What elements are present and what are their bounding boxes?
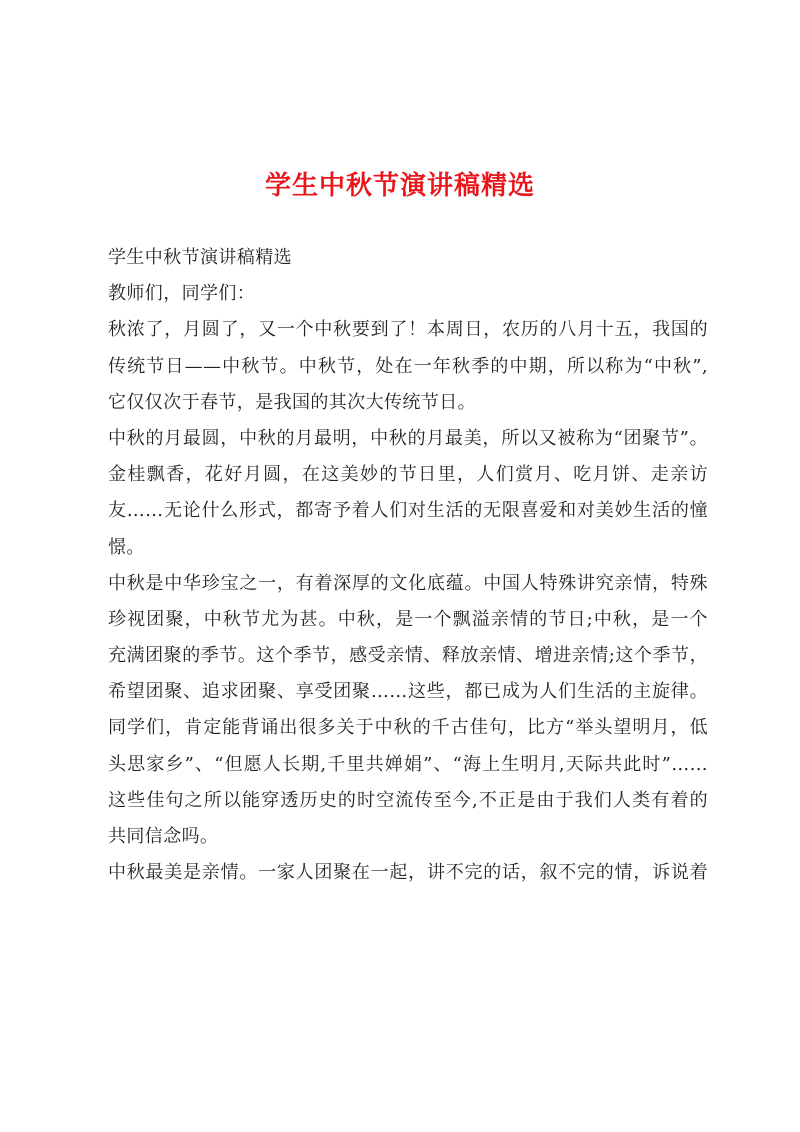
body-line: 友……无论什么形式，都寄予着人们对生活的无限喜爱和对美妙生活的憧	[108, 500, 708, 522]
body-line: 这些佳句之所以能穿透历史的时空流传至今,不正是由于我们人类有着的	[108, 789, 708, 811]
body-line: 充满团聚的季节。这个季节，感受亲情、释放亲情、增进亲情;这个季节，	[108, 645, 708, 667]
body-line: 希望团聚、追求团聚、享受团聚……这些，都已成为人们生活的主旋律。	[108, 681, 708, 703]
body-line: 秋浓了，月圆了，又一个中秋要到了！本周日，农历的八月十五，我国的	[108, 319, 708, 341]
body-line: 金桂飘香，花好月圆，在这美妙的节日里，人们赏月、吃月饼、走亲访	[108, 464, 708, 486]
body-line: 它仅仅次于春节，是我国的其次大传统节日。	[108, 391, 476, 413]
body-line: 教师们，同学们：	[108, 283, 256, 305]
body-line: 珍视团聚，中秋节尤为甚。中秋，是一个飘溢亲情的节日;中秋，是一个	[108, 608, 708, 630]
body-line: 传统节日——中秋节。中秋节，处在一年秋季的中期，所以称为“中秋”,	[108, 355, 708, 377]
document-body	[108, 240, 708, 891]
body-line: 学生中秋节演讲稿精选	[108, 247, 292, 268]
body-line: 头思家乡”、“但愿人长期,千里共婵娟”、“海上生明月,天际共此时”……	[108, 753, 708, 775]
body-line: 同学们，肯定能背诵出很多关于中秋的千古佳句，比方“举头望明月，低	[108, 717, 708, 739]
body-line: 共同信念吗。	[108, 826, 219, 847]
body-line: 中秋最美是亲情。一家人团聚在一起，讲不完的话，叙不完的情，诉说着	[108, 862, 708, 884]
body-line: 中秋的月最圆，中秋的月最明，中秋的月最美，所以又被称为“团聚节”。	[108, 427, 708, 449]
body-line: 中秋是中华珍宝之一，有着深厚的文化底蕴。中国人特殊讲究亲情，特殊	[108, 572, 708, 594]
document-title: 学生中秋节演讲稿精选	[264, 171, 535, 201]
body-line: 憬。	[108, 536, 145, 558]
